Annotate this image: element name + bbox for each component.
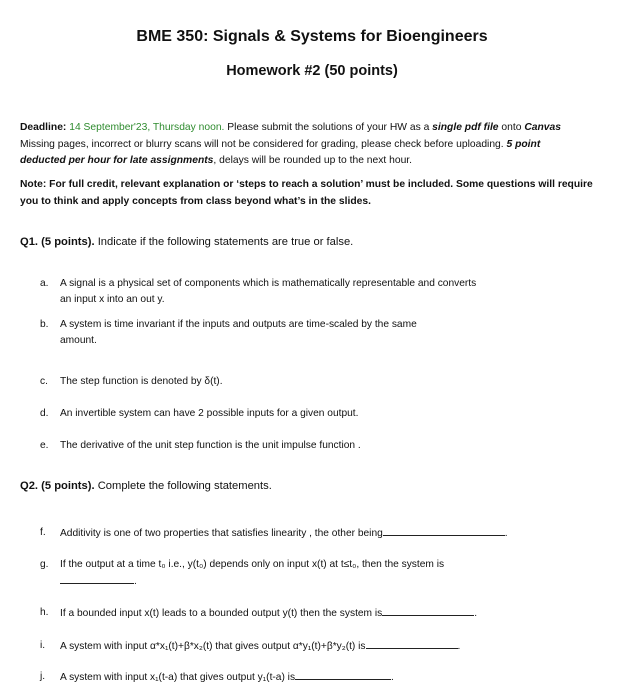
item-text: . [391, 672, 394, 683]
question-label: Q2. (5 points). [20, 480, 95, 492]
item-letter: d. [40, 408, 49, 419]
note-line: you to think and apply concepts from class beyond what’s in the slides. [20, 195, 371, 207]
deadline-text: Please submit the solutions of your HW as a [224, 122, 433, 133]
deadline-text: onto [498, 122, 525, 133]
question-instruction: Complete the following statements. [94, 480, 272, 492]
question-label: Q1. (5 points). [20, 236, 95, 248]
item-text: A signal is a physical set of components which is mathematically representable and converts [60, 278, 477, 289]
item-text: The derivative of the unit step function is the unit impulse function . [60, 440, 361, 451]
question-1-heading [20, 236, 353, 248]
item-letter: a. [40, 278, 49, 289]
answer-blank[interactable] [60, 573, 134, 584]
item-text: an input x into an out y. [60, 293, 165, 305]
item-text: . [134, 575, 137, 587]
document-subtitle: Homework #2 (50 points) [226, 63, 398, 79]
deadline-text: , delays will be rounded up to the next hour. [213, 155, 413, 166]
item-letter: b. [40, 319, 49, 330]
question-instruction: Indicate if the following statements are true or false. [94, 236, 354, 248]
item-letter: c. [40, 376, 48, 387]
item-text: Additivity is one of two properties that satisfies linearity , the other being [60, 528, 383, 539]
item-text: A system with input α*x₁(t)+β*x₂(t) that gives output α*y₁(t)+β*y₂(t) is [60, 641, 366, 652]
question-2-heading [20, 480, 272, 492]
item-letter: i. [40, 640, 46, 651]
item-letter: j. [40, 671, 46, 682]
deadline-text: Missing pages, incorrect or blurry scans will not be considered for grading, please check before uploading. [20, 138, 507, 150]
deadline-date: 14 September'23, Thursday noon. [69, 122, 225, 133]
item-text: . [474, 608, 478, 619]
item-text: A system is time invariant if the inputs and outputs are time-scaled by the same [60, 319, 417, 330]
item-letter: h. [40, 607, 49, 618]
item-text: The step function is denoted by δ(t). [60, 376, 223, 387]
item-letter: e. [40, 440, 49, 451]
item-text: amount. [60, 334, 97, 346]
item-text: If the output at a time t₀ i.e., y(t₀) depends only on input x(t) at t≤t₀, then the system is [60, 559, 445, 570]
document-title: BME 350: Signals & Systems for Bioengineers [136, 28, 488, 45]
deadline-emphasis: 5 point [506, 138, 541, 150]
item-text: A system with input x₁(t-a) that gives output y₁(t-a) is [60, 672, 296, 683]
deadline-emphasis: Canvas [524, 122, 561, 133]
item-text: . [457, 641, 461, 652]
answer-blank[interactable] [382, 605, 474, 616]
answer-blank[interactable] [295, 669, 391, 680]
item-text: An invertible system can have 2 possible inputs for a given output. [60, 408, 359, 419]
item-text: . [504, 528, 508, 539]
deadline-emphasis: deducted per hour for late assignments [20, 155, 214, 166]
deadline-label: Deadline: [20, 122, 67, 133]
note-line: Note: For full credit, relevant explanation or ‘steps to reach a solution’ must be included. Some questions will require [20, 179, 593, 190]
deadline-emphasis: single pdf file [432, 122, 499, 133]
note-paragraph [20, 177, 624, 210]
item-text: If a bounded input x(t) leads to a bounded output y(t) then the system is [60, 608, 383, 619]
deadline-paragraph [20, 120, 624, 170]
item-letter: g. [40, 559, 49, 570]
item-letter: f. [40, 527, 46, 538]
answer-blank[interactable] [383, 525, 505, 536]
answer-blank[interactable] [366, 638, 458, 649]
